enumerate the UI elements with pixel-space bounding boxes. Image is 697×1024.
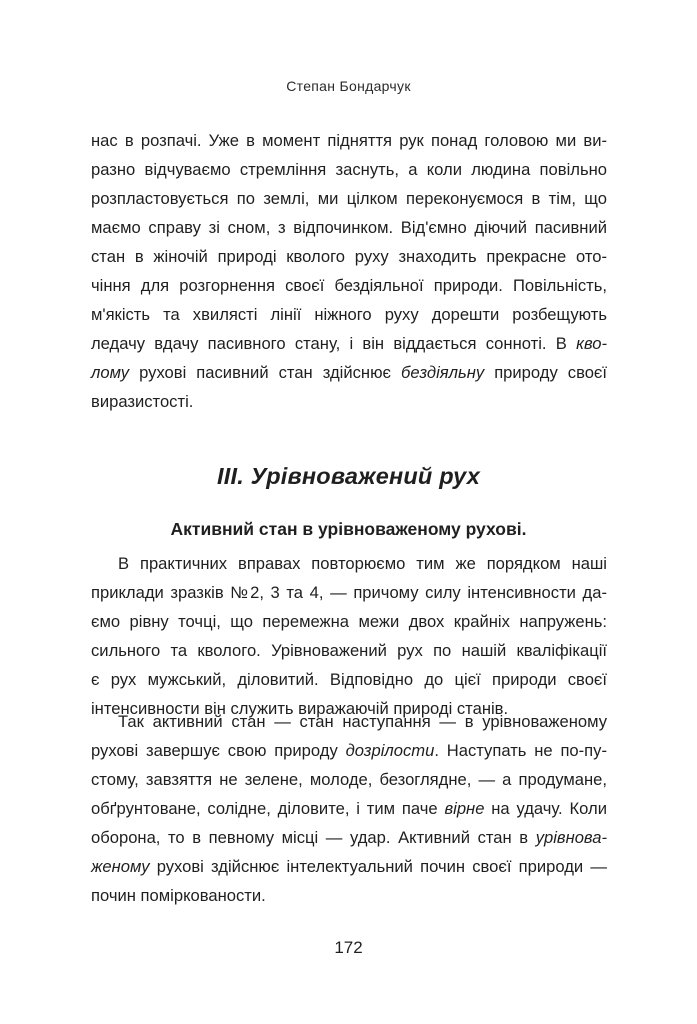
text-line: розпластовується по землі, ми цілком переконуємося в тім, що	[91, 189, 607, 208]
text-line: інтенсивности він служить виражаючій природі станів.	[91, 699, 509, 718]
italic-run: бездіяльну	[401, 363, 485, 382]
text-line: сильного та кволого. Урівноважений рух по нашій кваліфікації	[91, 641, 607, 660]
text-line: м'якість та хвилясті лінії ніжного руху дорешти розбещують	[91, 305, 607, 324]
text-run: рухові пасивний стан здійснює	[129, 363, 402, 382]
text-run: рухові завершує свою природу	[91, 741, 346, 760]
text-line	[91, 358, 607, 387]
text-run: оборона, то в певному місці — удар. Активний стан в	[91, 828, 536, 847]
section-heading: Активний стан в урівноваженому рухові.	[170, 519, 527, 539]
text-line: разно відчуваємо стремління заснуть, а коли людина повільно	[91, 160, 607, 179]
running-head: Степан Бондарчук	[286, 78, 411, 94]
text-line: виразистості.	[91, 392, 194, 411]
italic-run: урівнова-	[535, 828, 607, 847]
text-run: рухові здійснює інтелектуальний почин своєї природи —	[149, 857, 607, 876]
italic-run: лому	[91, 363, 130, 382]
text-line: Так активний стан — стан наступання — в урівноваженому	[118, 712, 607, 731]
text-line	[91, 852, 607, 881]
text-line: є рух мужський, діловитий. Відповідно до цієї природи своєї	[91, 670, 607, 689]
text-line: маємо справу зі сном, з відпочинком. Від'ємно діючий пасивний	[91, 218, 607, 237]
text-run: . Наступать не по-пу-	[434, 741, 607, 760]
text-run: на удачу. Коли	[484, 799, 607, 818]
italic-run: женому	[91, 857, 150, 876]
italic-run: дозрілости	[345, 741, 435, 760]
text-run: природу своєї	[484, 363, 608, 382]
paragraph-3	[91, 707, 607, 910]
text-run: ледачу вдачу пасивного стану, і він віддається сонноті. В	[91, 334, 577, 353]
italic-run: кво-	[576, 334, 607, 353]
paragraph-1	[91, 126, 607, 416]
text-line: стан в жіночій природі кволого руху знаходить прекрасне ото-	[91, 247, 607, 266]
text-line	[91, 823, 607, 852]
chapter-title: III. Урівноважений рух	[217, 463, 480, 489]
text-line: ємо рівну точці, що перемежна межи двох крайніх напружень:	[91, 612, 607, 631]
text-line: почин поміркованости.	[91, 886, 266, 905]
text-line	[91, 329, 607, 358]
text-run: обґрунтоване, солідне, діловите, і тим паче	[91, 799, 445, 818]
text-line: нас в розпачі. Уже в момент підняття рук понад головою ми ви-	[91, 131, 607, 150]
italic-run: вірне	[444, 799, 485, 818]
page-number: 172	[334, 938, 363, 957]
text-line: чіння для розгорнення своєї бездіяльної природи. Повільність,	[91, 276, 607, 295]
text-line: В практичних вправах повторюємо тим же порядком наші	[118, 554, 607, 573]
text-line: приклади зразків №2, 3 та 4, — причому силу інтенсивности да-	[91, 583, 607, 602]
text-line	[91, 736, 607, 765]
text-line: стому, завзяття не зелене, молоде, безоглядне, — а продумане,	[91, 770, 607, 789]
text-line	[91, 794, 607, 823]
paragraph-2	[91, 549, 607, 723]
